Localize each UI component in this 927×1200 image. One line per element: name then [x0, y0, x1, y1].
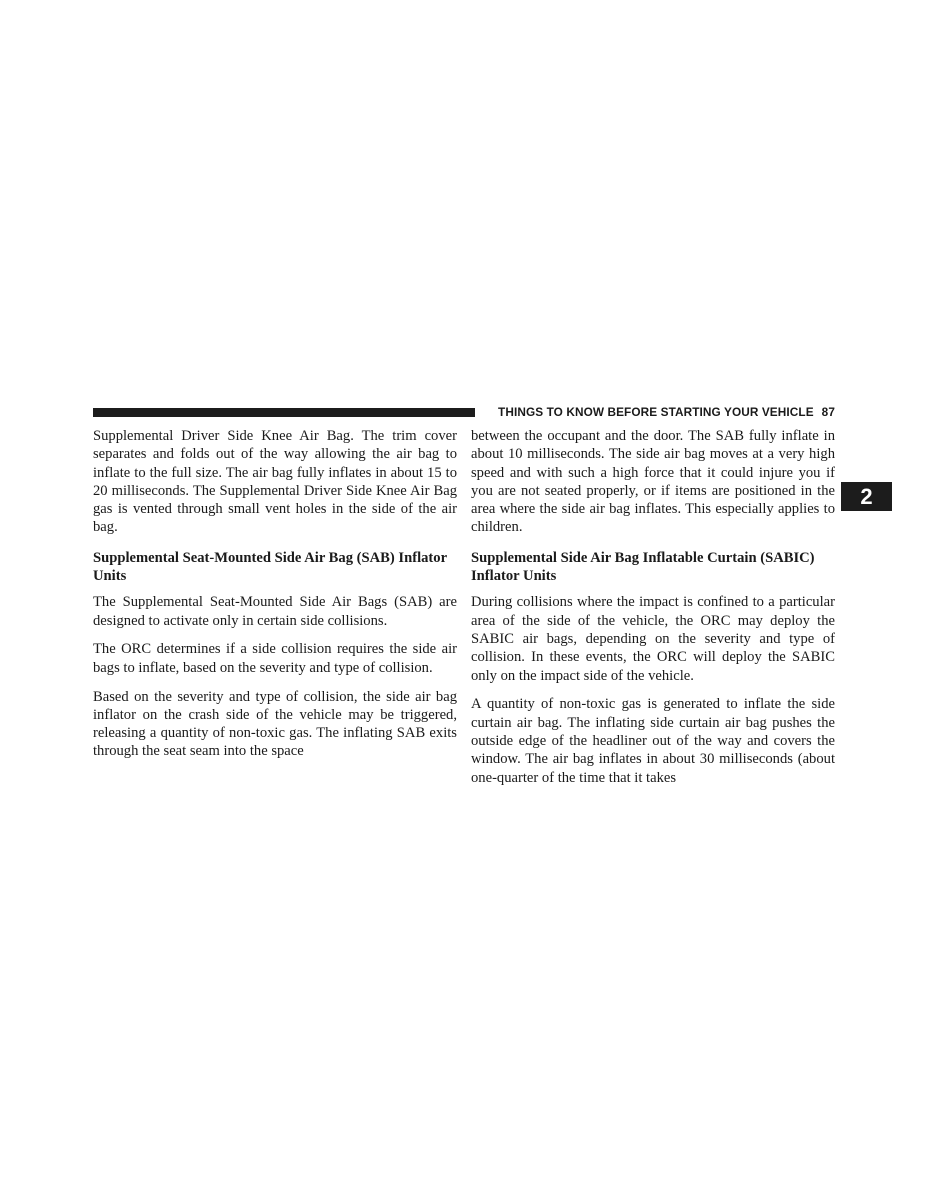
left-heading-sab: Supplemental Seat-Mounted Side Air Bag (SAB) Inflator Units	[93, 549, 447, 585]
left-paragraph-2: The Supplemental Seat-Mounted Side Air Bags (SAB) are designed to activate only in certain side collisions.	[93, 594, 457, 629]
right-paragraph-1: between the occupant and the door. The SAB fully inflate in about 10 milliseconds. The side air bag moves at a very high speed and with such a high force that it could injure you if you are not seated properly, or if items are positioned in the area where the side air bag inflates. This especially applies to children.	[471, 428, 835, 536]
left-paragraph-1: Supplemental Driver Side Knee Air Bag. The trim cover separates and folds out of the way allowing the air bag to inflate to the full size. The air bag fully inflates in about 15 to 20 milliseconds. The Supplemental Driver Side Knee Air Bag gas is vented through small vent holes in the side of the air bag.	[93, 428, 457, 536]
header-rule	[93, 408, 475, 417]
right-paragraph-3: A quantity of non-toxic gas is generated to inflate the side curtain air bag. The inflating side curtain air bag pushes the outside edge of the headliner out of the way and covers the window. The air bag inflates in about 30 milliseconds (about one-quarter of the time that it takes	[471, 696, 835, 786]
right-heading-sabic: Supplemental Side Air Bag Inflatable Curtain (SABIC) Inflator Units	[471, 549, 815, 585]
left-paragraph-3: The ORC determines if a side collision requires the side air bags to inflate, based on the severity and type of collision.	[93, 641, 457, 676]
left-column	[93, 427, 457, 771]
running-header	[484, 405, 835, 419]
page-number: 87	[821, 405, 835, 419]
chapter-tab: 2	[841, 482, 892, 511]
section-title: THINGS TO KNOW BEFORE STARTING YOUR VEHICLE	[498, 405, 814, 419]
left-paragraph-4: Based on the severity and type of collision, the side air bag inflator on the crash side of the vehicle may be triggered, releasing a quantity of non-toxic gas. The inflating SAB exits through the seat seam into the space	[93, 688, 457, 760]
right-paragraph-2: During collisions where the impact is confined to a particular area of the side of the vehicle, the ORC may deploy the SABIC air bags, depending on the severity and type of collision. In these events, the ORC will deploy the SABIC only on the impact side of the vehicle.	[471, 594, 835, 684]
right-column	[471, 427, 835, 797]
